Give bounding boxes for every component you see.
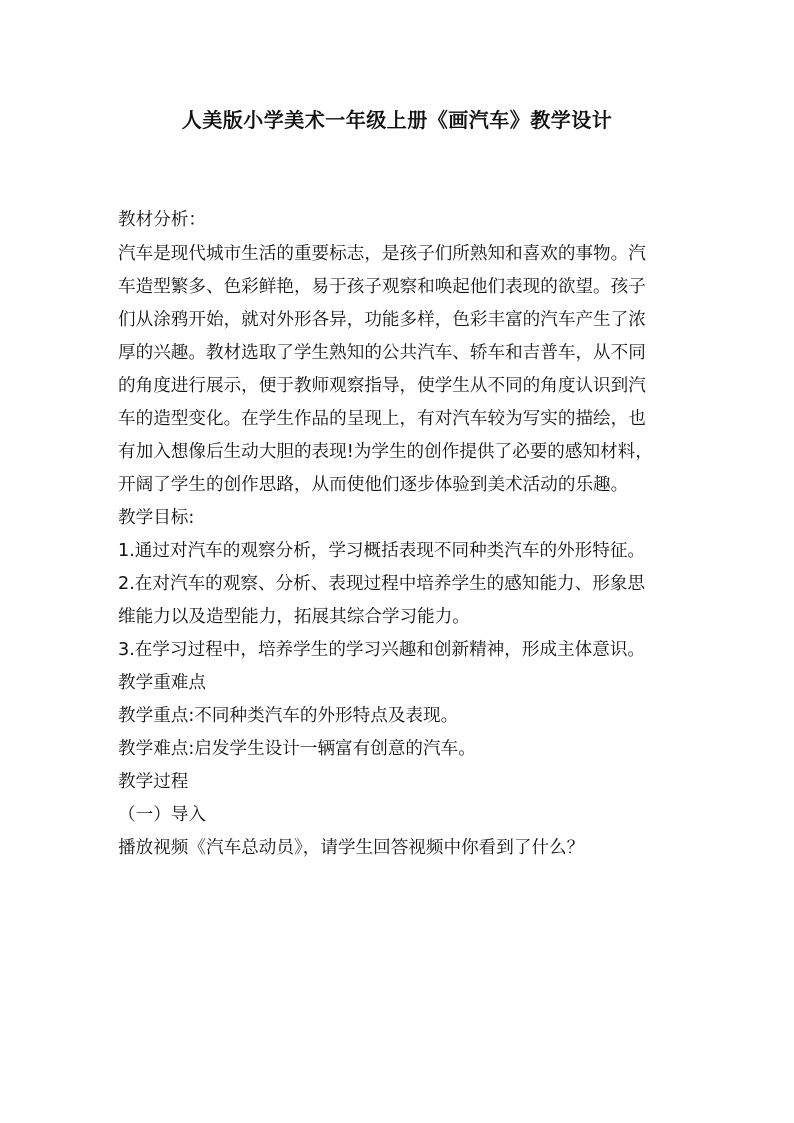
paragraph-line: 车的造型变化。在学生作品的呈现上，有对汽车较为写实的描绘，也 (118, 409, 646, 429)
paragraph-line: 的角度进行展示，便于教师观察指导，使学生从不同的角度认识到汽 (118, 376, 646, 396)
section-heading-material-analysis: 教材分析： (118, 210, 206, 230)
goal-item-3: 3.在学习过程中，培养学生的学习兴趣和创新精神，形成主体意识。 (118, 640, 646, 660)
key-point: 教学重点:不同种类汽车的外形特点及表现。 (118, 706, 459, 726)
paragraph-line: 播放视频《汽车总动员》，请学生回答视频中你看到了什么？ (118, 838, 585, 858)
section-heading-teaching-goals: 教学目标: (118, 508, 195, 528)
goal-item-2: 2.在对汽车的观察、分析、表现过程中培养学生的感知能力、形象思 (118, 574, 646, 594)
difficult-point: 教学难点:启发学生设计一辆富有创意的汽车。 (118, 739, 476, 759)
section-heading-key-points: 教学重难点 (118, 673, 206, 693)
goal-item-2-continued: 维能力以及造型能力，拓展其综合学习能力。 (118, 607, 470, 627)
paragraph-line: 们从涂鸦开始，就对外形各异，功能多样，色彩丰富的汽车产生了浓 (118, 310, 646, 330)
goal-item-1: 1.通过对汽车的观察分析，学习概括表现不同种类汽车的外形特征。 (118, 541, 646, 561)
paragraph-line: 车造型繁多、色彩鲜艳，易于孩子观察和唤起他们表现的欲望。孩子 (118, 277, 646, 297)
document-body (118, 204, 678, 865)
subsection-heading-introduction: （一）导入 (118, 805, 206, 825)
paragraph-line: 厚的兴趣。教材选取了学生熟知的公共汽车、轿车和吉普车，从不同 (118, 343, 646, 363)
paragraph-line: 有加入想像后生动大胆的表现!为学生的创作提供了必要的感知材料， (118, 442, 653, 462)
section-heading-teaching-process: 教学过程 (118, 772, 189, 792)
paragraph-line: 汽车是现代城市生活的重要标志，是孩子们所熟知和喜欢的事物。汽 (118, 244, 646, 264)
document-title: 人美版小学美术一年级上册《画汽车》教学设计 (181, 108, 613, 132)
paragraph-line: 开阔了学生的创作思路，从而使他们逐步体验到美术活动的乐趣。 (118, 475, 629, 495)
